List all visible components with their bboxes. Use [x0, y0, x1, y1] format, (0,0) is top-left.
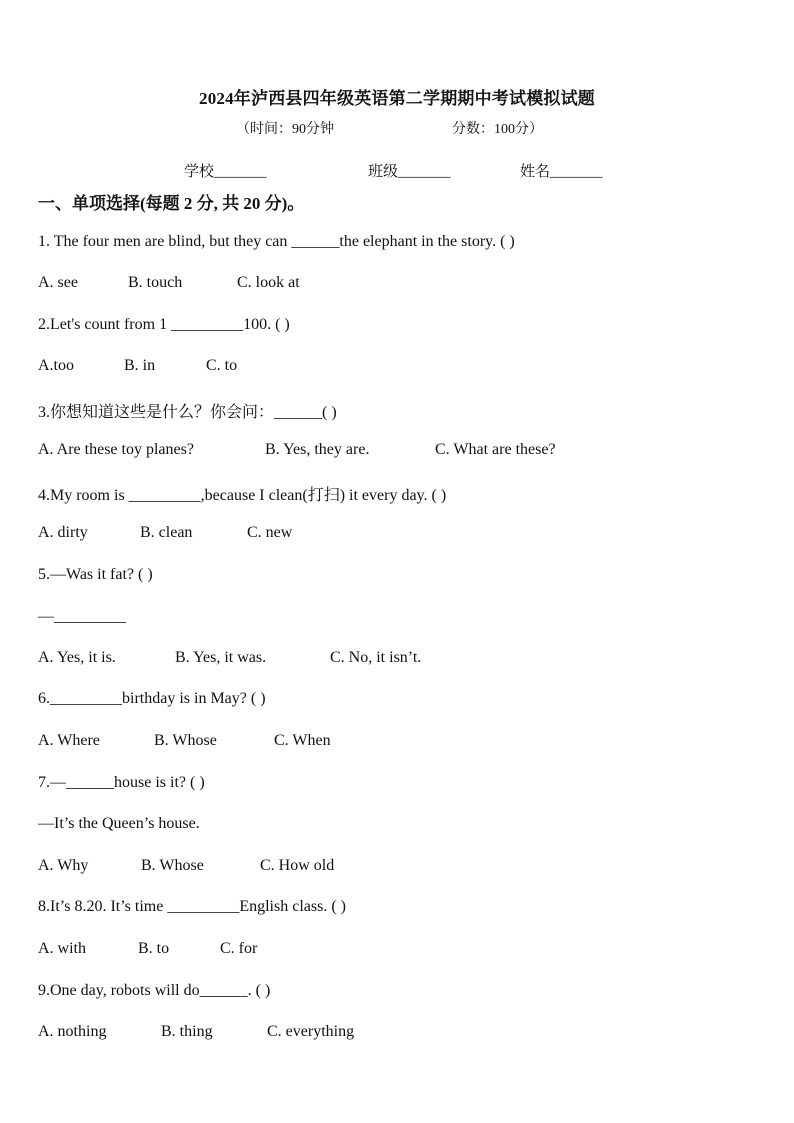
option-c: C. for [220, 940, 258, 957]
question-5-stem: 5.—Was it fat? ( ) [38, 566, 153, 583]
option-c: C. When [274, 732, 331, 749]
question-1-stem: 1. The four men are blind, but they can ______the elephant in the story. ( ) [38, 233, 515, 250]
option-a: A. with [38, 940, 86, 957]
option-b: B. clean [140, 524, 193, 541]
school-field: 学校_______ [184, 164, 267, 180]
exam-time: （时间：90分钟 [236, 122, 334, 137]
option-b: B. in [124, 357, 156, 374]
option-b: B. Whose [141, 857, 204, 874]
option-c: C. look at [237, 274, 300, 291]
option-a: A. Are these toy planes? [38, 441, 194, 458]
option-b: B. Yes, they are. [265, 441, 370, 458]
option-c: C. What are these? [435, 441, 556, 458]
question-6-stem: 6._________birthday is in May? ( ) [38, 690, 266, 707]
question-3-stem: 3.你想知道这些是什么？你会问：______( ) [38, 404, 337, 421]
option-c: C. How old [260, 857, 335, 874]
question-7-stem: 7.—______house is it? ( ) [38, 774, 205, 791]
section-title: 一、单项选择(每题 2 分, 共 20 分)。 [38, 194, 305, 213]
class-field: 班级_______ [368, 164, 451, 180]
question-2-stem: 2.Let's count from 1 _________100. ( ) [38, 316, 290, 333]
name-field: 姓名_______ [520, 164, 603, 180]
question-7-answer: —It’s the Queen’s house. [38, 815, 200, 832]
question-9-stem: 9.One day, robots will do______. ( ) [38, 982, 271, 999]
option-b: B. touch [128, 274, 183, 291]
option-a: A. Why [38, 857, 89, 874]
exam-score: 分数：100分） [452, 122, 543, 137]
option-b: B. to [138, 940, 170, 957]
question-4-stem: 4.My room is _________,because I clean(打扫) it every day. ( ) [38, 487, 447, 504]
question-5-answer: —_________ [38, 608, 126, 625]
option-c: C. to [206, 357, 238, 374]
page-title: 2024年泸西县四年级英语第二学期期中考试模拟试题 [199, 89, 595, 108]
option-c: C. new [247, 524, 293, 541]
option-c: C. everything [267, 1023, 355, 1040]
option-b: B. Whose [154, 732, 217, 749]
option-c: C. No, it isn’t. [330, 649, 422, 666]
option-a: A. see [38, 274, 78, 291]
option-a: A.too [38, 357, 74, 374]
question-8-stem: 8.It’s 8.20. It’s time _________English class. ( ) [38, 898, 346, 915]
option-a: A. dirty [38, 524, 88, 541]
option-a: A. nothing [38, 1023, 107, 1040]
option-b: B. Yes, it was. [175, 649, 267, 666]
option-a: A. Where [38, 732, 100, 749]
option-b: B. thing [161, 1023, 213, 1040]
option-a: A. Yes, it is. [38, 649, 116, 666]
